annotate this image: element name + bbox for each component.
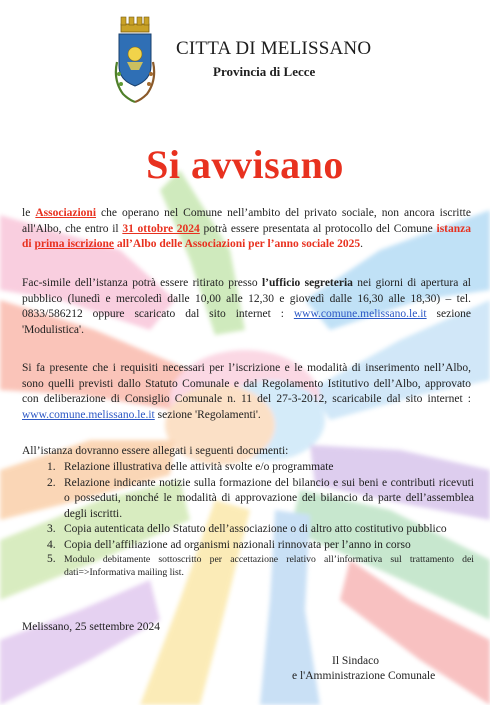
text: potrà essere presentata al protocollo del Comune [199,222,437,235]
text: le [22,207,36,219]
signature-administration: e l'Amministrazione Comunale [292,670,436,682]
list-number: 1. [47,461,56,473]
first-registration-highlight: prima iscrizione [34,238,114,250]
paragraph-form [22,276,471,338]
list-item-text: Relazione indicante notizie sulla formazione del bilancio e sui beni e contributi ricevuti o posseduti, nonché le modalità di approvazione del bilancio da parte dell’assemblea degli iscritti. [64,476,474,520]
text: sezione 'Modulistica'. [22,308,472,336]
deadline-date: 31 ottobre 2024 [122,222,200,235]
list-item-text: Relazione illustrativa delle attività svolte e/o programmate [64,461,334,473]
list-number: 3. [47,523,56,535]
associations-highlight: Associazioni [35,207,97,219]
list-item [22,522,474,538]
text: Si fa presente che i requisiti necessari per l’iscrizione e le modalità di inserimento nell’Albo, sono quelli previsti dallo Statuto Comunale e dal Regolamento Istitutivo dell’Albo, approvato con deliberazione di Consiglio Comunale n. 11 del 27-3-2012, scaricabile dal sito internet : [22,362,471,405]
registry-highlight: all’Albo delle Associazioni per l’anno sociale 2025 [114,238,361,250]
headline: Si avvisano [146,142,344,187]
list-number: 4. [47,538,56,551]
text: Fac-simile dell’istanza potrà essere ritirato presso [22,277,262,289]
list-item-text: Copia autenticata dello Statuto dell’associazione o di altro atto costitutivo pubblico [64,523,447,535]
paragraph-requirements [22,361,471,423]
documents-intro: All’istanza dovranno essere allegati i seguenti documenti: [22,445,289,457]
paragraph-associations [22,206,471,253]
list-number: 2. [47,476,56,489]
documents-list [22,460,474,579]
list-number: 5. [47,553,56,565]
text: . [360,238,363,250]
list-item-text: Modulo debitamente sottoscritto per accettazione relativo all’informativa sul trattamento dei dati=>Informativa mailing list. [64,554,474,578]
text: sezione 'Regolamenti'. [154,408,261,421]
website-link[interactable]: www.comune.melissano.le.it [293,308,427,320]
list-item [22,538,474,554]
text: che operano nel Comune nell’ambito del privato sociale, non ancora iscritte all'Albo, che entro il [22,207,471,235]
coat-of-arms-logo [113,14,157,106]
list-item-text: Copia dell’affiliazione ad organismi nazionali rinnovata per l’anno in corso [64,538,411,551]
list-item [22,553,474,579]
city-title: CITTA DI MELISSANO [176,38,372,59]
application-highlight: istanza di [22,222,472,250]
place-date: Melissano, 25 settembre 2024 [22,621,160,633]
list-item [22,476,474,523]
text: nei giorni di apertura al pubblico (lunedì e mercoledì dalle 10,00 alle 12,30 e giovedì dalle 16,30 alle 18,30) – tel. 0833/586212 oppure scaricato dal sito internet : [22,277,471,320]
province-subtitle: Provincia di Lecce [213,64,316,79]
website-link[interactable]: www.comune.melissano.le.it [22,408,155,421]
list-item [22,460,474,476]
office-highlight: l’ufficio segreteria [261,277,353,289]
signature-mayor: Il Sindaco [332,655,379,667]
